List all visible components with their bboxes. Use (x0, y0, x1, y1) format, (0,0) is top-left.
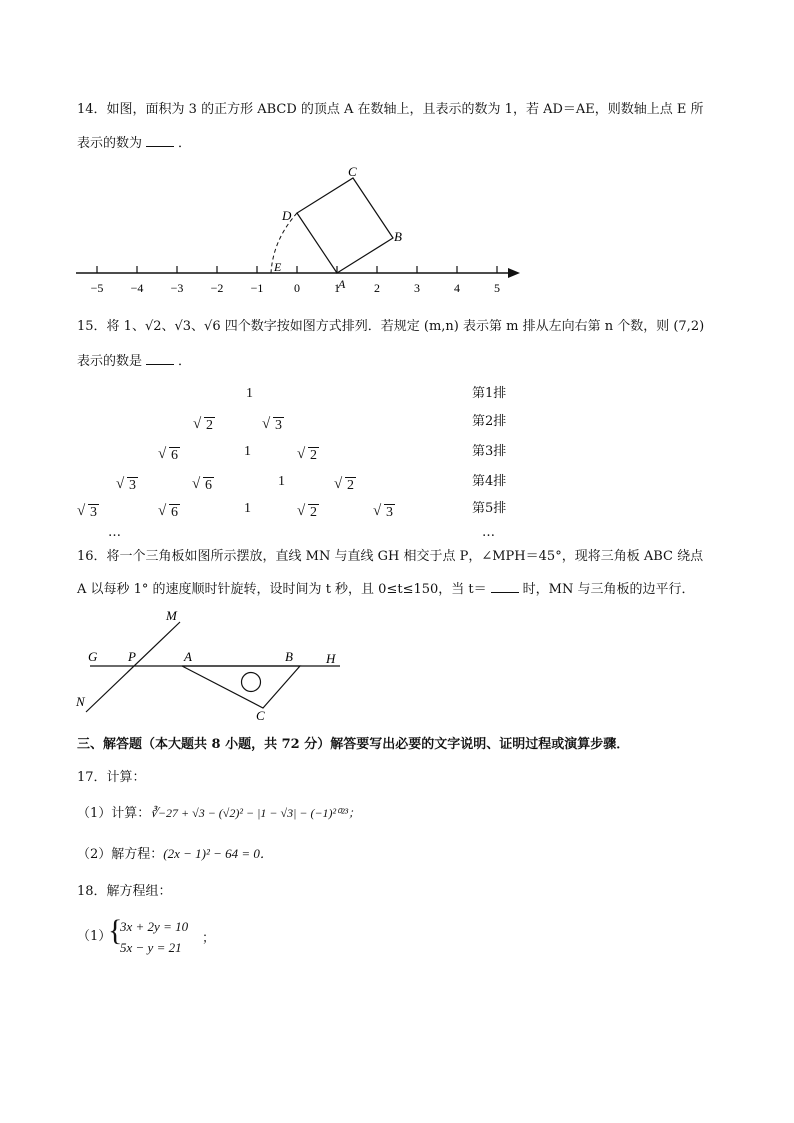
q15-answer-blank (146, 352, 174, 365)
label-b2: B (285, 649, 293, 664)
label-c: C (348, 164, 357, 179)
q15-line2 (77, 352, 191, 371)
section-3-heading: 三、解答题（本大题共 8 小题，共 72 分）解答要写出必要的文字说明、证明过程或演算步骤． (77, 737, 630, 752)
q18-eq1: 3x + 2y = 10 (120, 919, 189, 934)
q15-after: ． (178, 354, 192, 369)
ellipsis-right: … (482, 525, 495, 540)
label-a2: A (184, 649, 192, 664)
q16-answer-blank (491, 580, 519, 593)
q17-part1 (77, 804, 360, 823)
triangle-number: √ 6 (158, 501, 180, 521)
triangle-number: 1 (244, 501, 251, 516)
triangle-number: √ 3 (116, 474, 138, 494)
triangle-number: 1 (246, 386, 253, 401)
row-label: 第4排 (472, 474, 507, 489)
triangle-number: √ 2 (193, 414, 215, 434)
label-n: N (76, 694, 85, 709)
axis-tick-label: 1 (334, 281, 340, 295)
triangle-number: √ 6 (192, 474, 214, 494)
q14-line2-text: 表示的数为 (77, 136, 143, 151)
axis-ticks (91, 266, 500, 295)
system-brace-icon: { (108, 914, 123, 947)
label-c2: C (256, 708, 265, 723)
triangle-number: √ 3 (373, 501, 395, 521)
row-label: 第1排 (472, 386, 507, 401)
q18-p1-label: （1） (77, 929, 112, 944)
q17-title: 17．计算： (77, 770, 146, 785)
q17-p2-label: （2）解方程： (77, 847, 164, 862)
q14-after: ． (178, 136, 192, 151)
row-label: 第2排 (472, 414, 507, 429)
label-m: M (166, 608, 177, 623)
q17-p2-expr: (2x − 1)² − 64 = 0． (163, 846, 273, 861)
q14-line2 (77, 134, 191, 153)
triangle-number: √ 6 (158, 444, 180, 464)
label-b: B (394, 229, 402, 244)
row-label: 第5排 (472, 501, 507, 516)
label-h: H (326, 651, 336, 666)
q14-number-line-figure (70, 160, 530, 300)
axis-tick-label: 0 (294, 281, 300, 295)
ellipsis-left: … (108, 525, 121, 540)
axis-tick-label: 4 (454, 281, 460, 295)
line-mn (86, 622, 180, 712)
q18-end: ； (202, 931, 216, 946)
q18-title: 18．解方程组： (77, 884, 172, 899)
label-e: E (274, 260, 282, 274)
q15-line1: 15．将 1、√2、√3、√6 四个数字按如图方式排列．若规定 (m,n) 表示第 m 排从左向右第 n 个数，则 (7,2) (77, 319, 705, 334)
axis-tick-label: −5 (90, 281, 104, 295)
triangle-number: √ 3 (262, 414, 284, 434)
q17-p1-label: （1）计算： (77, 806, 151, 821)
axis-tick-label: −3 (170, 281, 184, 295)
q14-answer-blank (146, 134, 174, 147)
q18-eq2: 5x − y = 21 (120, 940, 182, 955)
q16-line1: 16．将一个三角板如图所示摆放，直线 MN 与直线 GH 相交于点 P，∠MPH＝45°，现将三角板 ABC 绕点 (77, 549, 704, 564)
q14-line1: 14．如图，面积为 3 的正方形 ABCD 的顶点 A 在数轴上，且表示的数为 1，若 AD＝AE，则数轴上点 E 所 (77, 102, 704, 117)
q16-triangle-figure (70, 604, 360, 726)
label-a: A (338, 277, 346, 291)
q17-p1-expr: ∛−27 + √3 − (√2)² − |1 − √3| − (−1)²⁰²³； (150, 806, 361, 820)
q16-line2b: 时，MN 与三角板的边平行． (522, 582, 695, 597)
triangle-number: 1 (244, 444, 251, 459)
triangle-abc (182, 666, 300, 708)
axis-arrow-icon (508, 268, 520, 278)
triangle-number: √ 3 (77, 501, 99, 521)
axis-tick-label: 3 (414, 281, 420, 295)
q15-line2-text: 表示的数是 (77, 354, 143, 369)
q16-line2a: A 以每秒 1° 的速度顺时针旋转，设时间为 t 秒，且 0≤t≤150，当 t＝ (77, 582, 487, 597)
triangle-number: √ 2 (297, 501, 319, 521)
q16-line2 (77, 580, 694, 599)
triangle-number: √ 2 (297, 444, 319, 464)
axis-tick-label: 2 (374, 281, 380, 295)
label-p: P (128, 649, 136, 664)
label-d: D (282, 208, 292, 223)
triangle-number: 1 (278, 474, 285, 489)
axis-tick-label: −2 (210, 281, 224, 295)
label-g: G (88, 649, 98, 664)
triangle-hole (242, 673, 261, 692)
axis-tick-label: −4 (130, 281, 144, 295)
q17-part2 (77, 845, 273, 864)
axis-tick-label: 5 (494, 281, 500, 295)
axis-tick-label: −1 (250, 281, 264, 295)
triangle-number: √ 2 (334, 474, 356, 494)
square-abcd (297, 178, 393, 273)
row-label: 第3排 (472, 444, 507, 459)
